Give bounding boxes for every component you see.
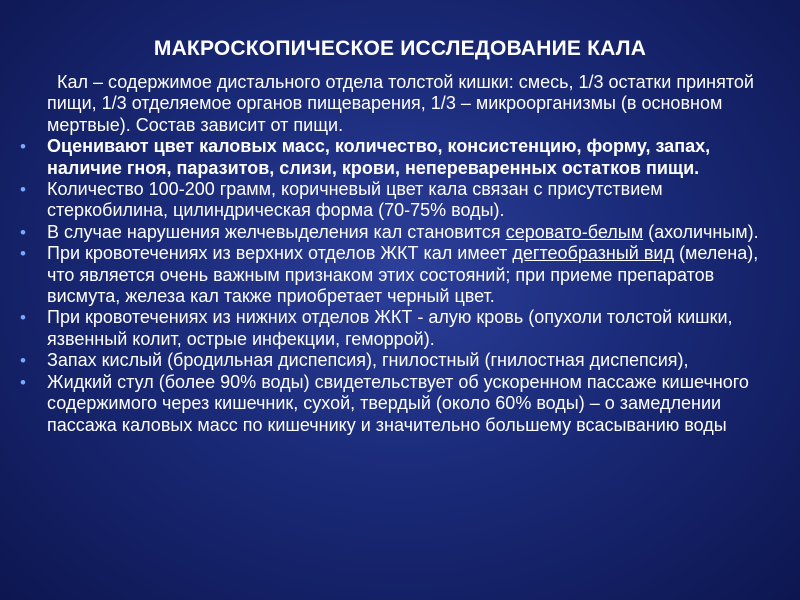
bullet-list bbox=[18, 136, 788, 436]
bullet-text-tail: (мелена), что является очень важным признаком этих состояний; при приеме препаратов висмута, железа кал также приобретает черный цвет. bbox=[47, 243, 759, 307]
bullet-text: Количество 100-200 грамм, коричневый цвет кала связан с присутствием стеркобилина, цилиндрическая форма (70-75% воды). bbox=[47, 179, 663, 221]
slide-title: МАКРОСКОПИЧЕСКОЕ ИССЛЕДОВАНИЕ КАЛА bbox=[153, 37, 647, 60]
bullet-item-acholic bbox=[18, 222, 788, 243]
underlined-term-gray-white: серовато-белым bbox=[505, 221, 644, 242]
bullet-icon: • bbox=[20, 351, 26, 371]
bullet-text: При кровотечениях из верхних отделов ЖКТ кал имеет bbox=[47, 243, 513, 264]
bullet-text: Запах кислый (бродильная диспепсия), гнилостный (гнилостная диспепсия), bbox=[47, 350, 689, 371]
bullet-icon: • bbox=[20, 308, 26, 328]
bullet-text: Оценивают цвет каловых масс, количество, консистенцию, форму, запах, наличие гноя, паразитов, слизи, крови, непереваренных остатков пищи. bbox=[47, 136, 711, 178]
bullet-icon: • bbox=[20, 180, 26, 200]
bullet-item-consistency bbox=[18, 372, 788, 436]
bullet-text-tail: (ахоличным). bbox=[643, 221, 759, 242]
bullet-text: Жидкий стул (более 90% воды) свидетельствует об ускоренном пассаже кишечного содержимого через кишечник, сухой, твердый (около 60% воды) – о замедлении пассажа каловых масс по кишечнику и значительно большему всасыванию воды bbox=[47, 371, 749, 435]
bullet-item-quantity bbox=[18, 179, 788, 222]
bullet-icon: • bbox=[20, 244, 26, 264]
underlined-term-tarry: дегтеобразный вид bbox=[512, 243, 674, 264]
bullet-icon: • bbox=[20, 372, 26, 392]
slide-content bbox=[18, 72, 788, 436]
bullet-item-upper-bleeding bbox=[18, 243, 788, 307]
bullet-item-assessment bbox=[18, 136, 788, 179]
intro-paragraph: Кал – содержимое дистального отдела толстой кишки: смесь, 1/3 остатки принятой пищи, 1/3 отделяемое органов пищеварения, 1/3 – микроорганизмы (в основном мертвые). Состав зависит от пищи. bbox=[47, 72, 754, 135]
bullet-icon: • bbox=[20, 222, 26, 242]
bullet-item-lower-bleeding bbox=[18, 307, 788, 350]
bullet-item-odor bbox=[18, 350, 788, 371]
bullet-icon: • bbox=[20, 137, 26, 157]
bullet-text: При кровотечениях из нижних отделов ЖКТ - алую кровь (опухоли толстой кишки, язвенный колит, острые инфекции, геморрой). bbox=[47, 307, 733, 349]
bullet-text: В случае нарушения желчевыделения кал становится bbox=[47, 221, 506, 242]
